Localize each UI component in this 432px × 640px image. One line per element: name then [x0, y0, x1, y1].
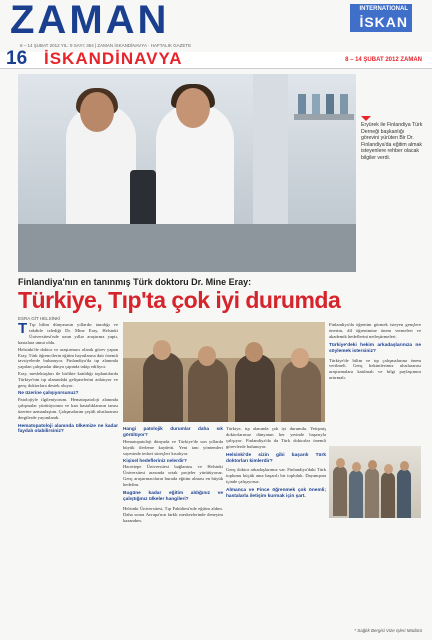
col1-para-2: Helsinki'de doktor ve araştırmacı olarak görev yapan Eray, Türk öğrencilerin eğitim hayatlarına dair önemli tavsiyelerde bulunuyor. Finlandiya'da tıp alanında yapılan çalışmalar dünya çapında takip ediliyor.: [18, 346, 118, 370]
col2-question-2: Kişisel hedefleriniz nelerdir?: [123, 457, 187, 463]
group-photo-people: [143, 352, 183, 422]
group-photo-small: [329, 446, 421, 518]
article-column-4: [329, 322, 421, 382]
col3-pull-quote-1: Helsinki'de sizin gibi başarılı Türk doktorları kimlerdir?: [226, 452, 326, 464]
col4-pull-quote: Türkiye'deki hekim arkadaşlarınıza ne söylemek istersiniz?: [329, 342, 421, 354]
photo-head-right: [176, 88, 210, 128]
col1-para-3: Eray, meslektaşları ile birlikte katıldığı toplantılarda Türkiye'nin tıp alanındaki gelişmelerini anlatıyor ve genç doktorlara destek oluyor.: [18, 371, 118, 389]
photo-shelf: [294, 114, 354, 120]
col3-answer: Genç doktor arkadaşlarımız var. Finlandiya'daki Türk toplumu küçük ama başarılı bir topluluk. Dayanışma içinde çalışıyoruz.: [226, 467, 326, 485]
photo-head-left: [80, 92, 114, 132]
group-photo: [123, 322, 325, 422]
masthead: [0, 0, 432, 40]
article-headline: Türkiye, Tıp'ta çok iyi durumda: [18, 287, 341, 313]
lab-photo: [18, 74, 356, 272]
article-column-1: [18, 322, 118, 438]
supplement-name: İSKAN: [359, 14, 408, 30]
photo-bench: [18, 224, 356, 272]
col1-para-1: T Tıp bilim dünyasının yıllardır tanıdığı ve takdirle izlediği Dr. Mine Eray, Helsinki Üniversitesi'nde uzun yıllar araştırma yaptı, hastalara umut oldu.: [18, 320, 118, 345]
section-date: 8 – 14 ŞUBAT 2012 ZAMAN: [345, 57, 422, 63]
col1-pull-quote: Hematopatoloji alanında ülkemize ne kadar faydalı olabilirsiniz?: [18, 423, 118, 435]
article-column-2: [123, 426, 223, 525]
col3-text: Türkiye, tıp alanında çok iyi durumda. Yetişmiş doktorlarımız dünyanın her yerinde başarıyla çalışıyor. Finlandiya'da da Türk doktorlar önemli görevlerde bulunuyor.: [226, 426, 326, 449]
supplement-small-label: INTERNATIONAL: [359, 6, 408, 12]
col4-answer: Türkiye'de bilim ve tıp çalışmalarına önem verilmeli. Genç hekimlerimiz uluslararası araştırmalara katılmalı ve bilgi paylaşımını artırmalı.: [329, 357, 421, 381]
author-footnote: * Sağlık Bergisi Vize Işleri Müdürü: [354, 628, 422, 633]
dateline: 8 – 14 ŞUBAT 2012 YIL: 9 SAYI: 354 | ZAMAN İSKANDİNAVYA · HAFTALIK GAZETE: [20, 43, 192, 48]
small-photo-people: [333, 466, 347, 516]
col4-text: Finlandiya'da öğrenim görmek isteyen gençlere önerim, dil öğrenimine önem vermeleri ve akademik hedeflerini netleştirmeleri.: [329, 322, 421, 339]
col2-question-1: Hangi patolojik durumlar daha sık görülüyor?: [123, 426, 223, 437]
article-kicker: Finlandiya'nın en tanınmış Türk doktoru Dr. Mine Eray:: [18, 277, 252, 287]
dropcap: T: [18, 320, 28, 337]
col1-question: Ne üzerine çalışıyorsunuz?: [18, 389, 79, 395]
iskan-supplement-badge[interactable]: [350, 4, 412, 32]
small-photo-faces: [336, 458, 345, 468]
photo-caption: Eryürek ile Finlandiya Türk Derneği başkanlığı görevini yürüten Bir Dr. Finlandiya'da eğitim almak isteyenlere rehber olacak bilgiler verdi.: [361, 122, 423, 161]
col1-answer: Patolojiyle ilgileniyorum. Hematopatoloji alanında çalışmalar yürütüyorum ve kan hastalıklarının tanısı üzerine uzmanlaştım. Çalışmalarım çeşitli uluslararası dergilerde yayımlandı.: [18, 396, 118, 420]
zaman-logo[interactable]: ZAMAN: [10, 0, 170, 42]
page-number: 16: [6, 48, 28, 69]
photo-microscope: [130, 170, 156, 230]
col2-answer-3: Helsinki Üniversitesi, Tıp Fakültesi'nde eğitim aldım. Daha sonra Avrupa'nın farklı merkezlerinde deneyim kazandım.: [123, 505, 223, 523]
col2-pull-quote: Bugüne kadar eğitim aldığınız ve çalıştığınız ülkeler hangileri?: [123, 491, 223, 502]
caption-arrow-icon: [361, 116, 371, 121]
section-title: İSKANDİNAVYA: [44, 49, 183, 68]
col2-answer-1: Hematopatoloji dünyada ve Türkiye'de son yıllarda büyük ilerleme kaydetti. Yeni tanı yöntemleri sayesinde tedavi süreçleri kısalıyor.: [123, 438, 223, 456]
col2-answer-2: Hacettepe Üniversitesi bağlantısı ve Helsinki Üniversitesi arasında ortak projeler yürütüyoruz. Genç araştırmacıların burada eğitim alması en büyük hedefim.: [123, 464, 223, 488]
article-byline: ESRA GİT HELSİNKİ: [18, 316, 61, 321]
article-column-3: [226, 426, 326, 503]
photo-bottles: [298, 94, 306, 114]
group-photo-faces: [153, 340, 171, 360]
col3-pull-quote-2: Almanca ve Fince öğrenmek çok önemli; hastalarla iletişim kurmak için şart.: [226, 488, 326, 500]
